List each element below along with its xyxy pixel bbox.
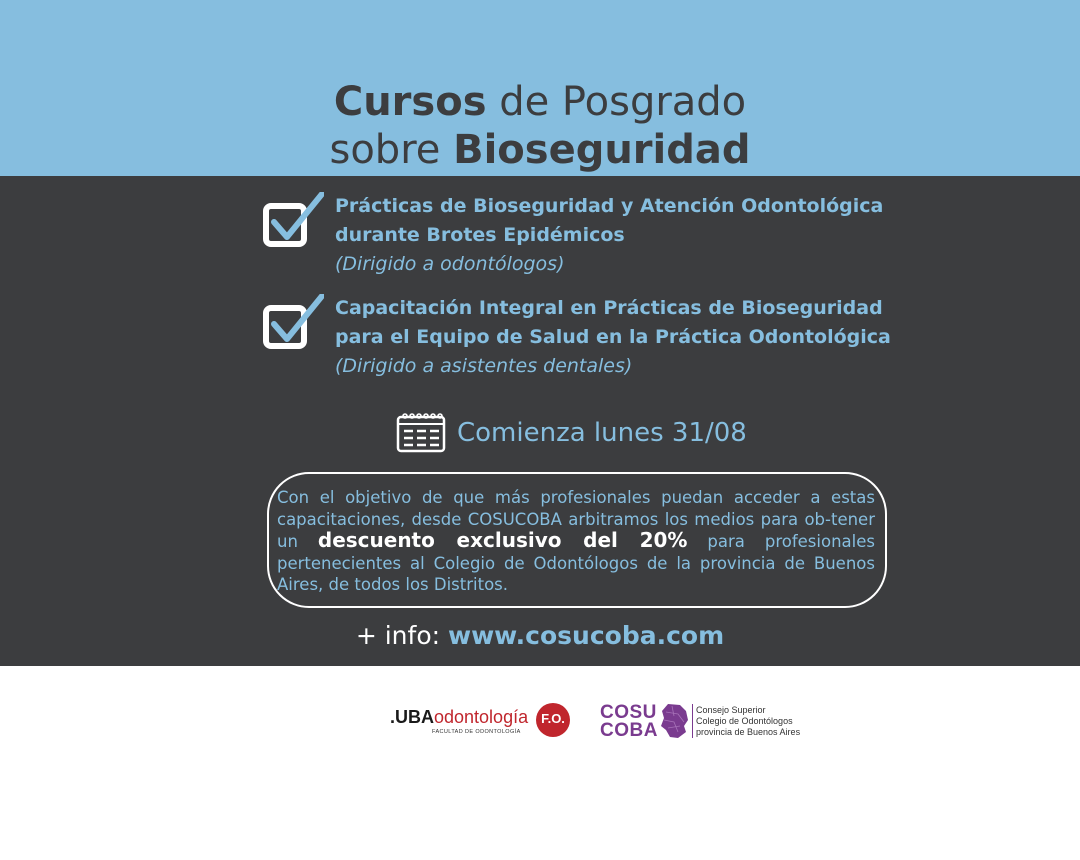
discount-notice [267, 472, 887, 608]
page-title [0, 78, 1080, 174]
course-title-2-line2: para el Equipo de Salud en la Práctica Odontológica [335, 326, 891, 348]
course-title-1-line1: Prácticas de Bioseguridad y Atención Odontológica [335, 195, 884, 217]
course-audience-1: (Dirigido a odontólogos) [335, 253, 565, 275]
title-part1: Cursos [333, 79, 487, 125]
title-part2: de Posgrado [486, 79, 747, 125]
uba-subtitle: FACULTAD DE ODONTOLOGÍA [432, 729, 521, 735]
title-part4: Bioseguridad [453, 127, 751, 173]
uba-prefix: .UBA [390, 707, 434, 727]
course-title-1-line2: durante Brotes Epidémicos [335, 224, 625, 246]
cosucoba-line2: COBA [600, 720, 658, 741]
cosucoba-desc-line2: Colegio de Odontólogos [696, 716, 793, 726]
logos-row [0, 700, 1080, 744]
discount-highlight: descuento exclusivo del 20% [317, 528, 688, 552]
info-line [0, 618, 1080, 654]
cosucoba-desc-line1: Consejo Superior [696, 705, 766, 715]
fo-badge-logo [536, 703, 570, 737]
course-audience-2: (Dirigido a asistentes dentales) [335, 355, 633, 377]
cosucoba-description [696, 705, 800, 738]
website-link[interactable]: www.cosucoba.com [447, 621, 725, 650]
notice-text-before: Con el objetivo de que más profesionales puedan acceder a estas capacitaciones, desde COSUCOBA arbitramos los medios para ob-tener un [277, 488, 875, 551]
notice-text [277, 487, 875, 596]
cosucoba-line1: COSU [600, 702, 657, 723]
uba-name: odontología [434, 707, 529, 727]
course-title-2-line1: Capacitación Integral en Prácticas de Bioseguridad [335, 297, 883, 319]
title-part3: sobre [329, 127, 454, 173]
province-map-icon [658, 702, 690, 740]
checkbox-checked-icon [262, 294, 324, 354]
start-date-text: Comienza lunes 31/08 [457, 418, 747, 448]
cosucoba-desc-line3: provincia de Buenos Aires [696, 727, 801, 737]
fo-badge-text: F.O. [541, 711, 565, 726]
calendar-icon [396, 412, 448, 454]
notice-text-after: para profesionales pertenecientes al Colegio de Odontólogos de la provincia de Buenos Aires, de todos los Distritos. [277, 532, 875, 594]
course-text-1 [335, 192, 905, 278]
cosucoba-divider [692, 704, 693, 738]
course-text-2 [335, 294, 905, 380]
info-label: + info: [355, 621, 448, 650]
checkbox-checked-icon [262, 192, 324, 252]
uba-logo-text [390, 706, 528, 728]
